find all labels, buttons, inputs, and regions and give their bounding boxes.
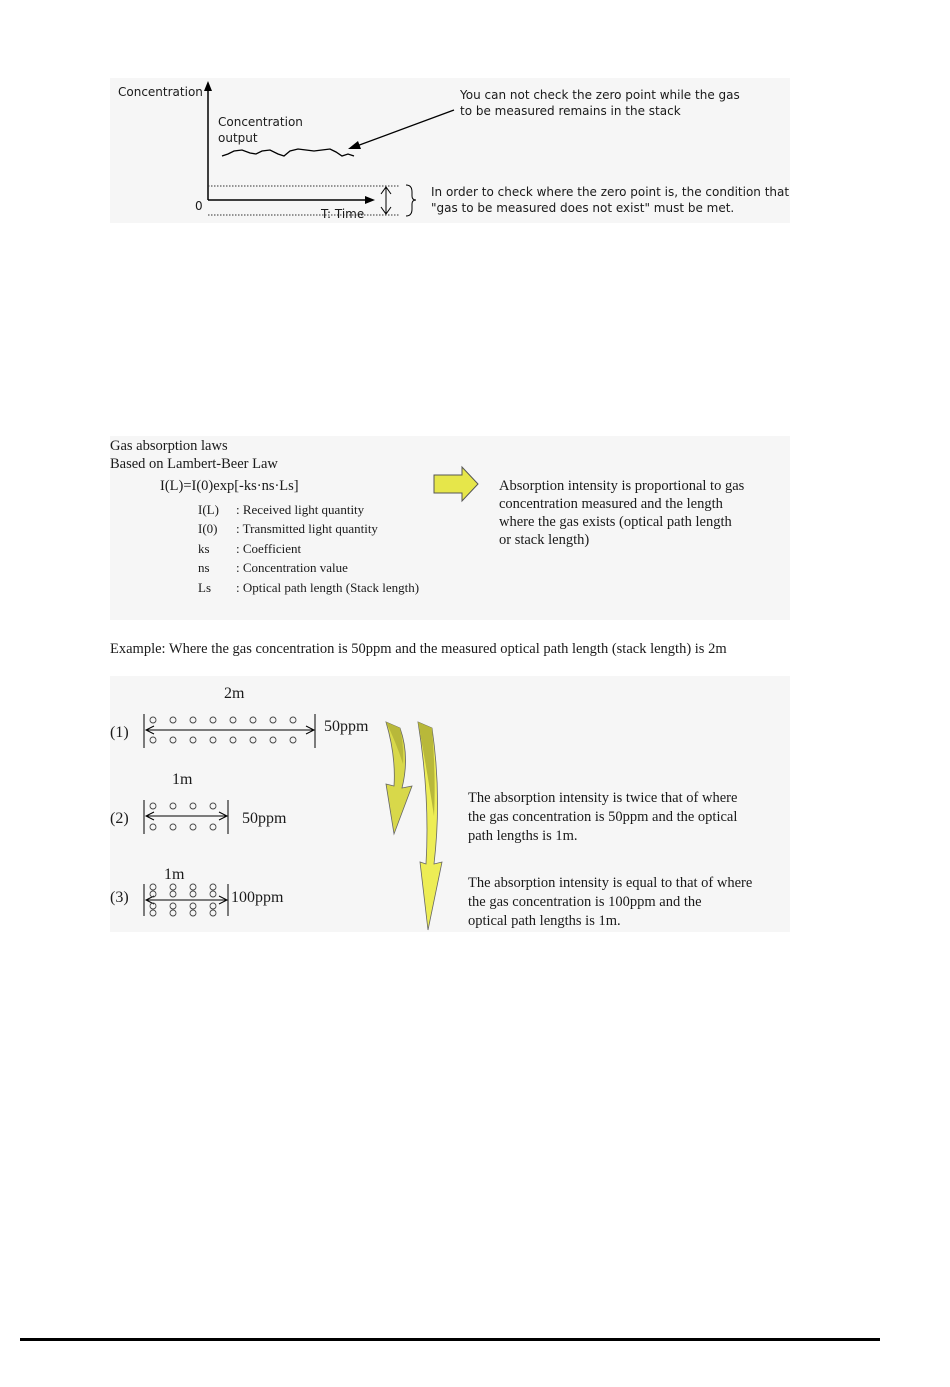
- example-cases-panel: [110, 676, 790, 932]
- law-heading-line2: Based on Lambert-Beer Law: [110, 456, 278, 472]
- case2-path: [144, 800, 228, 834]
- result-line2: concentration measured and the length: [499, 496, 723, 512]
- case1-number: (1): [110, 724, 129, 741]
- zero-point-diagram: [110, 78, 790, 223]
- comparison2-line1: The absorption intensity is equal to that of where: [468, 875, 753, 891]
- law-formula: I(L)=I(0)exp[-ks·ns·Ls]: [160, 478, 299, 494]
- comparison2-line3: optical path lengths is 1m.: [468, 913, 621, 929]
- note-pointer-line: [354, 110, 454, 147]
- def-meaning-i0: : Transmitted light quantity: [236, 521, 378, 536]
- x-axis-label: T: Time: [321, 207, 365, 221]
- case2-length: 1m: [172, 771, 193, 788]
- case1-path: [144, 714, 315, 748]
- law-heading-line1: Gas absorption laws: [110, 438, 228, 454]
- def-symbol-ns: ns: [198, 560, 210, 575]
- def-meaning-il: : Received light quantity: [236, 502, 365, 517]
- footer-rule: [20, 1338, 880, 1341]
- y-axis-arrowhead: [204, 81, 212, 91]
- result-line1: Absorption intensity is proportional to gas: [499, 478, 745, 494]
- case1-length: 2m: [224, 685, 245, 702]
- output-label-line1: Concentration: [218, 115, 303, 129]
- note-bottom-line1: In order to check where the zero point is, the condition that: [431, 185, 790, 199]
- case2-concentration: 50ppm: [242, 810, 287, 827]
- case1-concentration: 50ppm: [324, 718, 369, 735]
- zero-label: 0: [195, 199, 203, 213]
- output-label-line2: output: [218, 131, 258, 145]
- def-meaning-ns: : Concentration value: [236, 560, 348, 575]
- def-symbol-i0: I(0): [198, 521, 218, 536]
- case2-number: (2): [110, 810, 129, 827]
- note-pointer-arrowhead: [348, 141, 361, 149]
- case3-path: [144, 884, 228, 916]
- note-top-line2: to be measured remains in the stack: [460, 104, 681, 118]
- comparison1-line3: path lengths is 1m.: [468, 828, 578, 844]
- def-symbol-il: I(L): [198, 502, 219, 517]
- def-symbol-ls: Ls: [198, 580, 211, 595]
- def-meaning-ls: : Optical path length (Stack length): [236, 580, 420, 595]
- concentration-output-trace: [222, 149, 354, 156]
- result-arrow-icon: [432, 465, 482, 505]
- comparison1-line1: The absorption intensity is twice that of where: [468, 790, 738, 806]
- note-bottom-line2: "gas to be measured does not exist" must be met.: [431, 201, 735, 215]
- result-line4: or stack length): [499, 532, 590, 548]
- comparison1-line2: the gas concentration is 50ppm and the optical: [468, 809, 738, 825]
- lambert-beer-law-panel: [110, 436, 790, 620]
- note-top-line1: You can not check the zero point while the gas: [460, 88, 740, 102]
- case3-length: 1m: [164, 866, 185, 883]
- def-symbol-ks: ks: [198, 541, 210, 556]
- case3-number: (3): [110, 889, 129, 906]
- def-meaning-ks: : Coefficient: [236, 541, 302, 556]
- comparison2-line2: the gas concentration is 100ppm and the: [468, 894, 702, 910]
- result-line3: where the gas exists (optical path length: [499, 514, 732, 530]
- y-axis-label: Concentration: [118, 85, 203, 99]
- zero-band-brace: [406, 185, 416, 216]
- example-caption: Example: Where the gas concentration is 50ppm and the measured optical path length (stack length) is 2m: [110, 641, 727, 657]
- case3-concentration: 100ppm: [231, 889, 284, 906]
- x-axis-arrowhead: [365, 196, 375, 204]
